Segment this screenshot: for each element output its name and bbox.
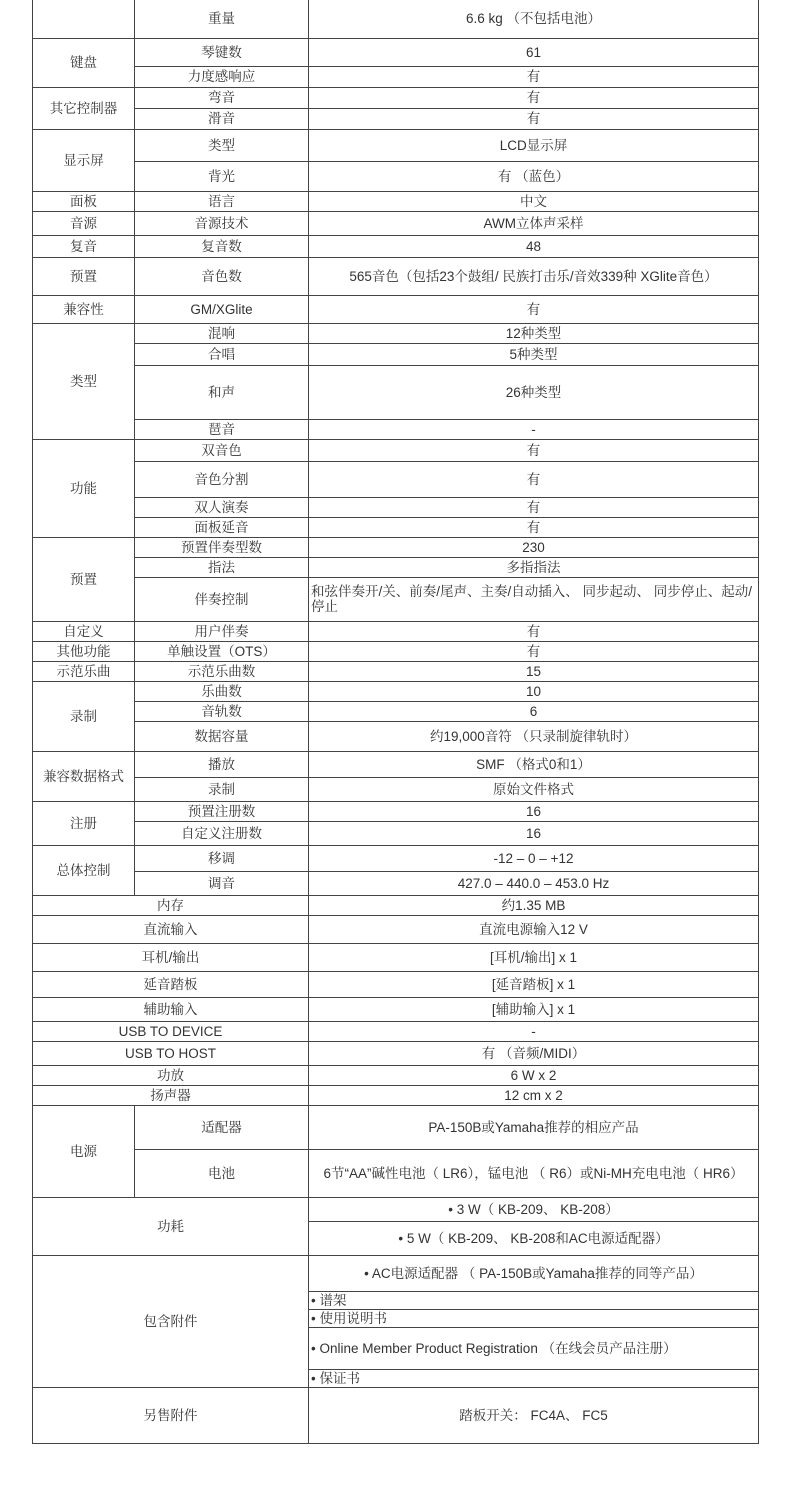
table-row: [33, 461, 759, 497]
table-row: [33, 661, 759, 681]
table-cell: • 3 W（ KB-209、 KB-208）: [309, 1197, 759, 1221]
table-cell: 示范乐曲: [33, 661, 135, 681]
table-row: [33, 943, 759, 971]
table-cell: 伴奏控制: [135, 577, 309, 621]
table-row: [33, 895, 759, 915]
table-row: [33, 621, 759, 641]
table-cell: 功放: [33, 1065, 309, 1085]
table-cell: GM/XGlite: [135, 295, 309, 323]
table-row: [33, 295, 759, 323]
table-cell: • 保证书: [309, 1369, 759, 1387]
table-cell: 有 （蓝色）: [309, 161, 759, 191]
table-row: [33, 845, 759, 871]
table-cell: • AC电源适配器 （ PA-150B或Yamaha推荐的同等产品）: [309, 1255, 759, 1291]
table-cell: 电源: [33, 1105, 135, 1197]
table-cell: 电池: [135, 1149, 309, 1197]
table-cell: 复音数: [135, 235, 309, 257]
table-cell: 16: [309, 801, 759, 821]
table-row: [33, 365, 759, 419]
table-cell: 有 （音频/MIDI）: [309, 1041, 759, 1065]
spec-table-body: [33, 0, 759, 1443]
table-cell: • 5 W（ KB-209、 KB-208和AC电源适配器）: [309, 1221, 759, 1255]
table-cell: 有: [309, 66, 759, 87]
table-row: [33, 1065, 759, 1085]
table-row: [33, 343, 759, 365]
table-cell: 直流电源输入12 V: [309, 915, 759, 943]
table-cell: 乐曲数: [135, 681, 309, 701]
table-cell: 音源: [33, 211, 135, 235]
table-row: [33, 537, 759, 557]
table-cell: 琶音: [135, 419, 309, 439]
table-row: [33, 997, 759, 1021]
table-row: [33, 1085, 759, 1105]
table-row: [33, 257, 759, 295]
table-cell: 录制: [135, 777, 309, 801]
table-cell: 另售附件: [33, 1387, 309, 1443]
table-cell: 内存: [33, 895, 309, 915]
table-row: [33, 701, 759, 721]
table-row: [33, 1197, 759, 1221]
table-cell: 功能: [33, 439, 135, 537]
table-cell: 面板: [33, 191, 135, 211]
table-cell: USB TO DEVICE: [33, 1021, 309, 1041]
table-cell: 琴键数: [135, 38, 309, 66]
table-cell: 6节“AA”碱性电池（ LR6），锰电池 （ R6）或Ni-MH充电电池（ HR6）: [309, 1149, 759, 1197]
table-cell: 类型: [33, 323, 135, 439]
table-cell: 6.6 kg （不包括电池）: [309, 0, 759, 38]
table-cell: 录制: [33, 681, 135, 751]
table-cell: 230: [309, 537, 759, 557]
table-cell: 有: [309, 461, 759, 497]
table-row: [33, 108, 759, 129]
table-cell: 双人演奏: [135, 497, 309, 517]
table-cell: [耳机/输出] x 1: [309, 943, 759, 971]
table-row: [33, 0, 759, 38]
spec-table: [32, 0, 759, 1444]
table-row: [33, 1041, 759, 1065]
table-cell: -: [309, 419, 759, 439]
table-row: [33, 87, 759, 108]
table-cell: 10: [309, 681, 759, 701]
table-cell: 有: [309, 641, 759, 661]
table-row: [33, 66, 759, 87]
table-cell: 显示屏: [33, 129, 135, 191]
table-cell: 滑音: [135, 108, 309, 129]
table-cell: 重量: [135, 0, 309, 38]
table-cell: -12 – 0 – +12: [309, 845, 759, 871]
table-cell: 用户伴奏: [135, 621, 309, 641]
table-cell: 类型: [135, 129, 309, 161]
table-cell: 61: [309, 38, 759, 66]
table-cell: 双音色: [135, 439, 309, 461]
table-cell: 26种类型: [309, 365, 759, 419]
table-cell: 调音: [135, 871, 309, 895]
table-cell: USB TO HOST: [33, 1041, 309, 1065]
table-cell: 自定义: [33, 621, 135, 641]
table-cell: • Online Member Product Registration （在线会员产品注册）: [309, 1327, 759, 1369]
table-cell: 有: [309, 108, 759, 129]
table-cell: [辅助输入] x 1: [309, 997, 759, 1021]
table-cell: 自定义注册数: [135, 821, 309, 845]
table-cell: 预置注册数: [135, 801, 309, 821]
table-row: [33, 681, 759, 701]
table-cell: 适配器: [135, 1105, 309, 1149]
table-cell: 合唱: [135, 343, 309, 365]
table-row: [33, 439, 759, 461]
table-row: [33, 801, 759, 821]
table-cell: 6 W x 2: [309, 1065, 759, 1085]
table-row: [33, 1387, 759, 1443]
table-row: [33, 721, 759, 751]
table-cell: 延音踏板: [33, 971, 309, 997]
table-cell: 其他功能: [33, 641, 135, 661]
table-cell: 辅助输入: [33, 997, 309, 1021]
table-cell: 其它控制器: [33, 87, 135, 129]
table-row: [33, 1105, 759, 1149]
table-row: [33, 129, 759, 161]
table-cell: 12 cm x 2: [309, 1085, 759, 1105]
table-cell: 约1.35 MB: [309, 895, 759, 915]
table-cell: 语言: [135, 191, 309, 211]
table-cell: 面板延音: [135, 517, 309, 537]
table-cell: 播放: [135, 751, 309, 777]
table-cell: 弯音: [135, 87, 309, 108]
table-cell: 有: [309, 295, 759, 323]
table-row: [33, 557, 759, 577]
table-row: [33, 871, 759, 895]
table-cell: 16: [309, 821, 759, 845]
table-cell: LCD显示屏: [309, 129, 759, 161]
table-cell: 总体控制: [33, 845, 135, 895]
table-cell: 复音: [33, 235, 135, 257]
table-row: [33, 777, 759, 801]
table-cell: 音色分割: [135, 461, 309, 497]
table-cell: 预置伴奏型数: [135, 537, 309, 557]
table-cell: [33, 0, 135, 38]
table-cell: 565音色（包括23个鼓组/ 民族打击乐/音效339种 XGlite音色）: [309, 257, 759, 295]
table-cell: 背光: [135, 161, 309, 191]
table-cell: 指法: [135, 557, 309, 577]
table-cell: 数据容量: [135, 721, 309, 751]
table-row: [33, 751, 759, 777]
table-cell: 427.0 – 440.0 – 453.0 Hz: [309, 871, 759, 895]
table-cell: 和声: [135, 365, 309, 419]
table-row: [33, 211, 759, 235]
table-row: [33, 1021, 759, 1041]
table-cell: 12种类型: [309, 323, 759, 343]
table-row: [33, 38, 759, 66]
table-row: [33, 497, 759, 517]
table-cell: PA-150B或Yamaha推荐的相应产品: [309, 1105, 759, 1149]
table-row: [33, 971, 759, 997]
table-cell: 注册: [33, 801, 135, 845]
table-cell: 5种类型: [309, 343, 759, 365]
table-cell: 力度感响应: [135, 66, 309, 87]
table-row: [33, 323, 759, 343]
table-row: [33, 821, 759, 845]
table-cell: AWM立体声采样: [309, 211, 759, 235]
table-cell: 有: [309, 439, 759, 461]
table-cell: [延音踏板] x 1: [309, 971, 759, 997]
table-cell: 单触设置（OTS）: [135, 641, 309, 661]
table-row: [33, 191, 759, 211]
table-cell: 中文: [309, 191, 759, 211]
table-cell: 示范乐曲数: [135, 661, 309, 681]
table-row: [33, 235, 759, 257]
table-cell: 有: [309, 87, 759, 108]
table-cell: • 使用说明书: [309, 1309, 759, 1327]
table-cell: 预置: [33, 257, 135, 295]
table-cell: • 谱架: [309, 1291, 759, 1309]
table-row: [33, 1149, 759, 1197]
table-cell: SMF （格式0和1）: [309, 751, 759, 777]
table-row: [33, 915, 759, 943]
table-cell: 混响: [135, 323, 309, 343]
table-cell: 有: [309, 517, 759, 537]
table-cell: 兼容数据格式: [33, 751, 135, 801]
table-cell: 音轨数: [135, 701, 309, 721]
table-cell: 多指指法: [309, 557, 759, 577]
table-cell: 移调: [135, 845, 309, 871]
table-cell: 兼容性: [33, 295, 135, 323]
table-cell: 6: [309, 701, 759, 721]
table-cell: 音色数: [135, 257, 309, 295]
table-cell: 和弦伴奏开/关、前奏/尾声、主奏/自动插入、 同步起动、 同步停止、起动/停止: [309, 577, 759, 621]
table-cell: 15: [309, 661, 759, 681]
table-cell: 耳机/输出: [33, 943, 309, 971]
table-cell: 音源技术: [135, 211, 309, 235]
table-row: [33, 161, 759, 191]
table-cell: 48: [309, 235, 759, 257]
table-row: [33, 1255, 759, 1291]
table-cell: 包含附件: [33, 1255, 309, 1387]
table-row: [33, 517, 759, 537]
table-cell: 踏板开关： FC4A、 FC5: [309, 1387, 759, 1443]
table-cell: 有: [309, 497, 759, 517]
table-row: [33, 641, 759, 661]
table-cell: 直流输入: [33, 915, 309, 943]
table-cell: 约19,000音符 （只录制旋律轨时）: [309, 721, 759, 751]
table-cell: 键盘: [33, 38, 135, 87]
table-cell: 有: [309, 621, 759, 641]
table-row: [33, 419, 759, 439]
table-cell: 原始文件格式: [309, 777, 759, 801]
table-cell: 扬声器: [33, 1085, 309, 1105]
table-cell: 预置: [33, 537, 135, 621]
table-cell: -: [309, 1021, 759, 1041]
table-row: [33, 577, 759, 621]
table-cell: 功耗: [33, 1197, 309, 1255]
